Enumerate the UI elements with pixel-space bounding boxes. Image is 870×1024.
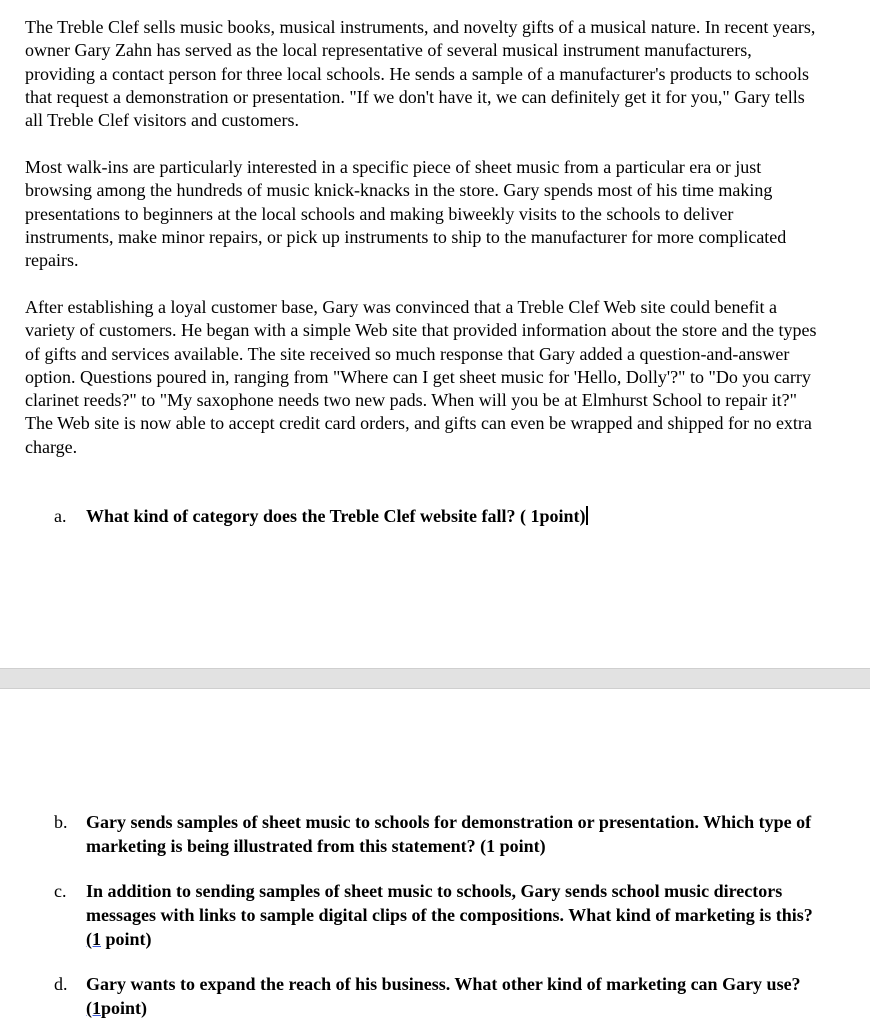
page-break-gap: [0, 668, 870, 689]
question-c[interactable]: [54, 879, 824, 951]
question-b-text: Gary sends samples of sheet music to schools for demonstration or presentation. Which type of marketing is being illustrated from this statement? (1 point): [86, 812, 812, 856]
paragraph-intro: The Treble Clef sells music books, musical instruments, and novelty gifts of a musical nature. In recent years, owner Gary Zahn has served as the local representative of several musical instrument manufacturers, providing a contact person for three local schools. He sends a sample of a manufacturer's products to schools that request a demonstration or presentation. "If we don't have it, we can definitely get it for you," Gary tells all Treble Clef visitors and customers.: [25, 17, 816, 131]
question-c-text-end: point): [101, 929, 152, 949]
question-a-letter: a.: [54, 506, 67, 526]
question-c-underlined: (1: [86, 929, 101, 949]
question-d-text: Gary wants to expand the reach of his business. What other kind of marketing can Gary use?: [86, 974, 801, 994]
question-a-text: What kind of category does the Treble Clef website fall? ( 1point): [86, 506, 586, 526]
question-b-letter: b.: [54, 812, 68, 832]
question-d-letter: d.: [54, 974, 68, 994]
question-d-underlined: (1: [86, 998, 101, 1018]
document-page-2: [0, 689, 870, 1024]
paragraph-website: After establishing a loyal customer base, Gary was convinced that a Treble Clef Web site could benefit a variety of customers. He began with a simple Web site that provided information about the store and the types of gifts and services available. The site received so much response that Gary added a question-and-answer option. Questions poured in, ranging from "Where can I get sheet music for 'Hello, Dolly'?" to "Do you carry clarinet reeds?" to "My saxophone needs two new pads. When will you be at Elmhurst School to repair it?" The Web site is now able to accept credit card orders, and gifts can even be wrapped and shipped for no extra charge.: [25, 297, 817, 457]
text-cursor: [586, 506, 588, 525]
question-d[interactable]: [54, 972, 824, 1020]
question-a[interactable]: [54, 504, 824, 528]
question-c-text: In addition to sending samples of sheet music to schools, Gary sends school music directors messages with links to sample digital clips of the compositions. What kind of marketing is this?: [86, 881, 813, 925]
question-c-letter: c.: [54, 881, 67, 901]
question-d-text-end: point): [101, 998, 148, 1018]
question-b[interactable]: [54, 810, 824, 858]
paragraph-walk-ins: Most walk-ins are particularly interested in a specific piece of sheet music from a particular era or just browsing among the hundreds of music knick-knacks in the store. Gary spends most of his time making presentations to beginners at the local schools and making biweekly visits to the schools to deliver instruments, make minor repairs, or pick up instruments to ship to the manufacturer for more complicated repairs.: [25, 157, 787, 271]
